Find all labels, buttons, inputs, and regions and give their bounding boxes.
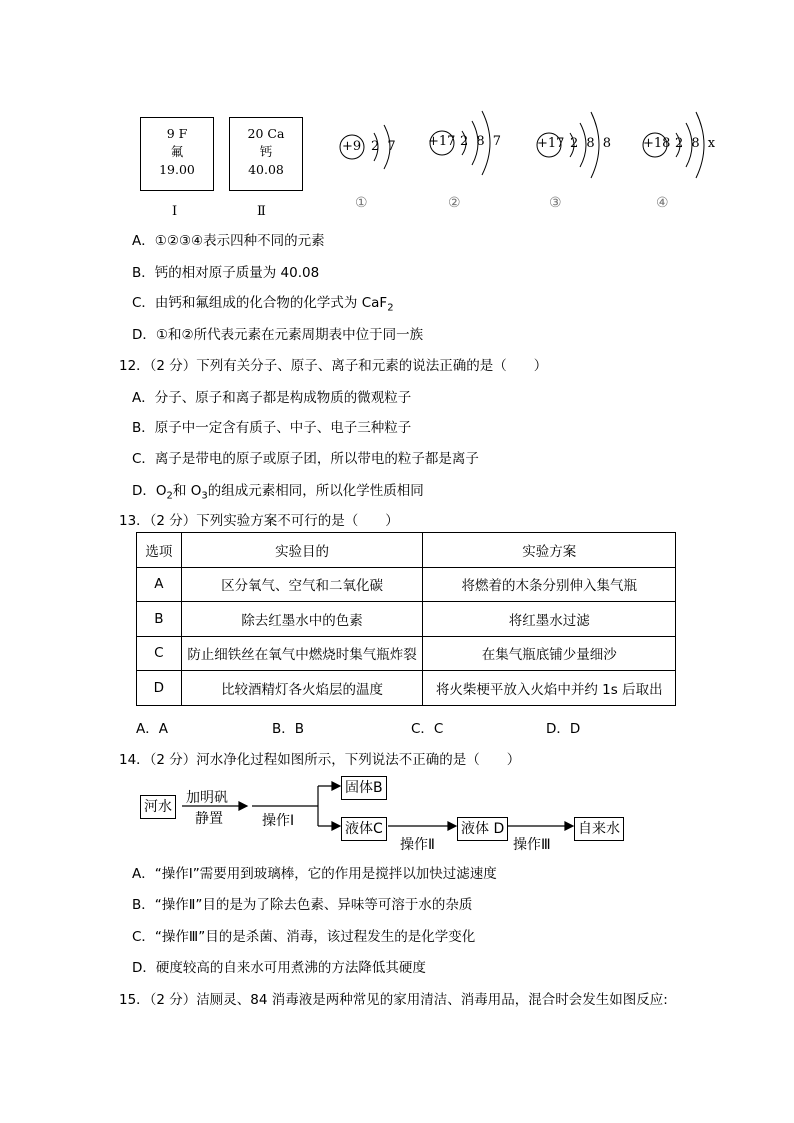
table-cell: B xyxy=(137,602,182,637)
element-name: 氟 xyxy=(170,144,184,159)
q13-answer-c: C．C xyxy=(411,721,444,737)
element-name: 钙 xyxy=(259,144,273,159)
table-row xyxy=(137,602,676,637)
table-cell: 将燃着的木条分别伸入集气瓶 xyxy=(423,567,676,602)
table-cell: 在集气瓶底铺少量细沙 xyxy=(423,636,676,671)
atom-label: ③ xyxy=(549,195,562,211)
flow-node-liquid-d: 液体 D xyxy=(457,817,508,841)
table-cell: 将红墨水过滤 xyxy=(423,602,676,637)
q11-option-d: D．①和②所代表元素在元素周期表中位于同一族 xyxy=(132,327,424,343)
q15-stem: 15．（2 分）洁厕灵、84 消毒液是两种常见的家用清洁、消毒用品，混合时会发生如图反应: xyxy=(119,992,668,1008)
element-number-symbol: 9 F xyxy=(166,126,188,141)
table-row xyxy=(137,636,676,671)
atom-shells: 2 8 7 xyxy=(460,134,504,149)
q12-option-a: A．分子、原子和离子都是构成物质的微观粒子 xyxy=(132,390,412,406)
flow-node-liquid-c: 液体C xyxy=(341,817,387,841)
flow-label-op1: 操作Ⅰ xyxy=(262,813,295,829)
table-cell: 比较酒精灯各火焰层的温度 xyxy=(181,671,423,706)
flow-label-op3: 操作Ⅲ xyxy=(513,837,551,853)
element-card-fluorine xyxy=(140,117,214,191)
atom-label: ② xyxy=(448,195,461,211)
experiment-table xyxy=(136,532,676,706)
q13-answer-a: A．A xyxy=(136,721,168,737)
atom-shells: 2 8 x xyxy=(675,136,718,151)
q11-option-a: A．①②③④表示四种不同的元素 xyxy=(132,233,325,249)
flow-node-solid-b: 固体B xyxy=(341,776,387,800)
q13-answer-b: B．B xyxy=(272,721,305,737)
element-label: Ⅰ xyxy=(172,204,178,219)
atom-nucleus: +9 xyxy=(342,139,362,154)
q12-d-pre: D．O xyxy=(132,483,167,499)
subscript: 2 xyxy=(166,490,173,502)
q12-stem: 12．（2 分）下列有关分子、原子、离子和元素的说法正确的是（ ） xyxy=(119,358,548,374)
subscript: 3 xyxy=(201,490,208,502)
element-number-symbol: 20 Ca xyxy=(247,126,285,141)
atom-shells: 2 7 xyxy=(371,139,398,154)
element-mass: 19.00 xyxy=(159,162,195,177)
table-row xyxy=(137,567,676,602)
q14-stem: 14．（2 分）河水净化过程如图所示，下列说法不正确的是（ ） xyxy=(119,752,521,768)
q13-stem: 13．（2 分）下列实验方案不可行的是（ ） xyxy=(119,513,399,529)
element-card-calcium xyxy=(229,117,303,191)
q11-option-b: B．钙的相对原子质量为 40.08 xyxy=(132,265,320,281)
subscript: 2 xyxy=(387,302,394,314)
q13-answer-d: D．D xyxy=(546,721,581,737)
q12-option-d xyxy=(132,479,424,502)
atom-nucleus: +17 xyxy=(537,136,565,151)
flow-label-op2: 操作Ⅱ xyxy=(400,837,435,853)
element-label: Ⅱ xyxy=(257,204,266,219)
table-cell: C xyxy=(137,636,182,671)
table-header-cell: 实验目的 xyxy=(181,533,423,568)
q11-option-c-text: C．由钙和氟组成的化合物的化学式为 CaF xyxy=(132,295,388,311)
table-header-cell: 选项 xyxy=(137,533,182,568)
table-cell: A xyxy=(137,567,182,602)
q12-d-post: 的组成元素相同，所以化学性质相同 xyxy=(207,483,424,499)
table-header-cell: 实验方案 xyxy=(423,533,676,568)
flow-node-tap-water: 自来水 xyxy=(574,817,624,841)
q12-d-mid: 和 O xyxy=(172,483,202,499)
q12-option-c: C．离子是带电的原子或原子团，所以带电的粒子都是离子 xyxy=(132,451,479,467)
table-cell: 将火柴梗平放入火焰中并约 1s 后取出 xyxy=(423,671,676,706)
q14-option-c: C．“操作Ⅲ”目的是杀菌、消毒，该过程发生的是化学变化 xyxy=(132,929,476,945)
atom-nucleus: +18 xyxy=(643,136,671,151)
flow-label-add-alum: 加明矾 xyxy=(186,790,228,806)
table-cell: 除去红墨水中的色素 xyxy=(181,602,423,637)
q11-option-c xyxy=(132,291,394,314)
table-row xyxy=(137,671,676,706)
flow-node-river: 河水 xyxy=(140,795,176,819)
atom-label: ① xyxy=(355,195,368,211)
atom-label: ④ xyxy=(656,195,669,211)
table-cell: 防止细铁丝在氧气中燃烧时集气瓶炸裂 xyxy=(181,636,423,671)
table-header-row xyxy=(137,533,676,568)
q14-option-b: B．“操作Ⅱ”目的是为了除去色素、异味等可溶于水的杂质 xyxy=(132,897,473,913)
atom-shells: 2 8 8 xyxy=(570,136,614,151)
atom-nucleus: +17 xyxy=(428,134,456,149)
q14-option-a: A．“操作Ⅰ”需要用到玻璃棒，它的作用是搅拌以加快过滤速度 xyxy=(132,866,497,882)
table-cell: 区分氧气、空气和二氧化碳 xyxy=(181,567,423,602)
element-mass: 40.08 xyxy=(248,162,284,177)
flow-label-settle: 静置 xyxy=(195,811,223,827)
q12-option-b: B．原子中一定含有质子、中子、电子三种粒子 xyxy=(132,420,412,436)
table-cell: D xyxy=(137,671,182,706)
q14-option-d: D．硬度较高的自来水可用煮沸的方法降低其硬度 xyxy=(132,960,426,976)
